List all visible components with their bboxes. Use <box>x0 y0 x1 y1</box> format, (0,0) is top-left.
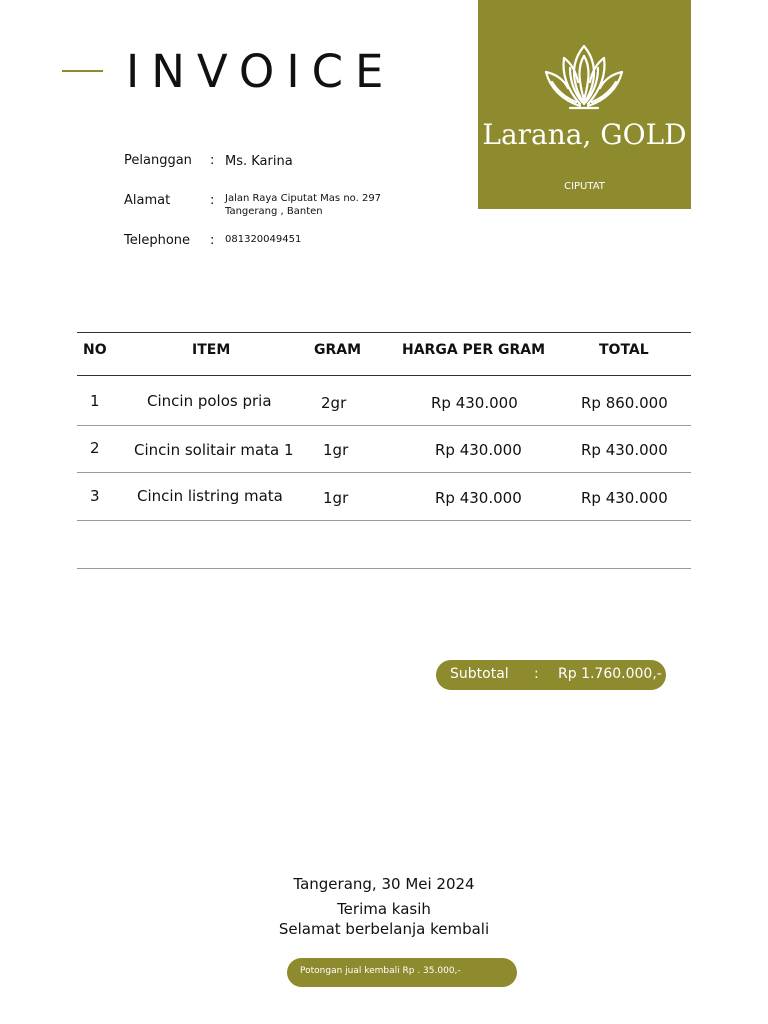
row-total: Rp 430.000 <box>581 441 668 459</box>
place-date: Tangerang, 30 Mei 2024 <box>293 875 475 893</box>
brand-name: Larana, GOLD <box>482 118 687 151</box>
customer-name-value: Ms. Karina <box>225 154 293 169</box>
customer-name-label: Pelanggan <box>124 153 192 168</box>
row-divider <box>77 472 691 473</box>
table-bottom-rule <box>77 568 691 569</box>
lotus-icon <box>542 42 626 110</box>
customer-phone-value: 081320049451 <box>225 234 302 245</box>
row-divider <box>77 520 691 521</box>
row-item: Cincin solitair mata 1 <box>134 441 294 459</box>
table-top-rule <box>77 332 691 333</box>
brand-box <box>478 0 691 209</box>
table-header-total: TOTAL <box>599 342 649 358</box>
row-price: Rp 430.000 <box>435 441 522 459</box>
table-header-price: HARGA PER GRAM <box>402 342 546 358</box>
subtotal-colon: : <box>534 666 539 682</box>
farewell-text: Selamat berbelanja kembali <box>278 920 490 938</box>
subtotal-value: Rp 1.760.000,- <box>558 666 662 682</box>
title-accent-line <box>62 70 103 72</box>
row-price: Rp 430.000 <box>431 394 518 412</box>
page-title: INVOICE <box>126 45 396 98</box>
customer-phone-colon: : <box>210 233 215 248</box>
thank-you-text: Terima kasih <box>337 900 431 918</box>
row-no: 2 <box>90 439 100 457</box>
subtotal-label: Subtotal <box>450 666 509 682</box>
row-price: Rp 430.000 <box>435 489 522 507</box>
customer-address-line2: Tangerang , Banten <box>225 206 323 217</box>
row-item: Cincin listring mata <box>137 487 283 505</box>
customer-phone-label: Telephone <box>124 233 191 248</box>
row-gram: 1gr <box>323 489 349 507</box>
row-gram: 1gr <box>323 441 349 459</box>
resale-note-text: Potongan jual kembali Rp . 35.000,- <box>300 966 461 976</box>
resale-note-badge <box>287 958 517 987</box>
customer-address-colon: : <box>210 193 215 208</box>
table-header-gram: GRAM <box>314 342 362 358</box>
row-total: Rp 430.000 <box>581 489 668 507</box>
table-header-no: NO <box>83 342 107 358</box>
row-divider <box>77 425 691 426</box>
subtotal-badge <box>436 660 666 690</box>
table-header-rule <box>77 375 691 376</box>
table-header-item: ITEM <box>192 342 231 358</box>
row-no: 3 <box>90 487 100 505</box>
brand-city: CIPUTAT <box>564 181 605 192</box>
row-gram: 2gr <box>321 394 347 412</box>
customer-address-line1: Jalan Raya Ciputat Mas no. 297 <box>225 193 382 204</box>
row-no: 1 <box>90 392 100 410</box>
row-item: Cincin polos pria <box>147 392 272 410</box>
customer-address-label: Alamat <box>124 193 171 208</box>
row-total: Rp 860.000 <box>581 394 668 412</box>
customer-name-colon: : <box>210 153 215 168</box>
